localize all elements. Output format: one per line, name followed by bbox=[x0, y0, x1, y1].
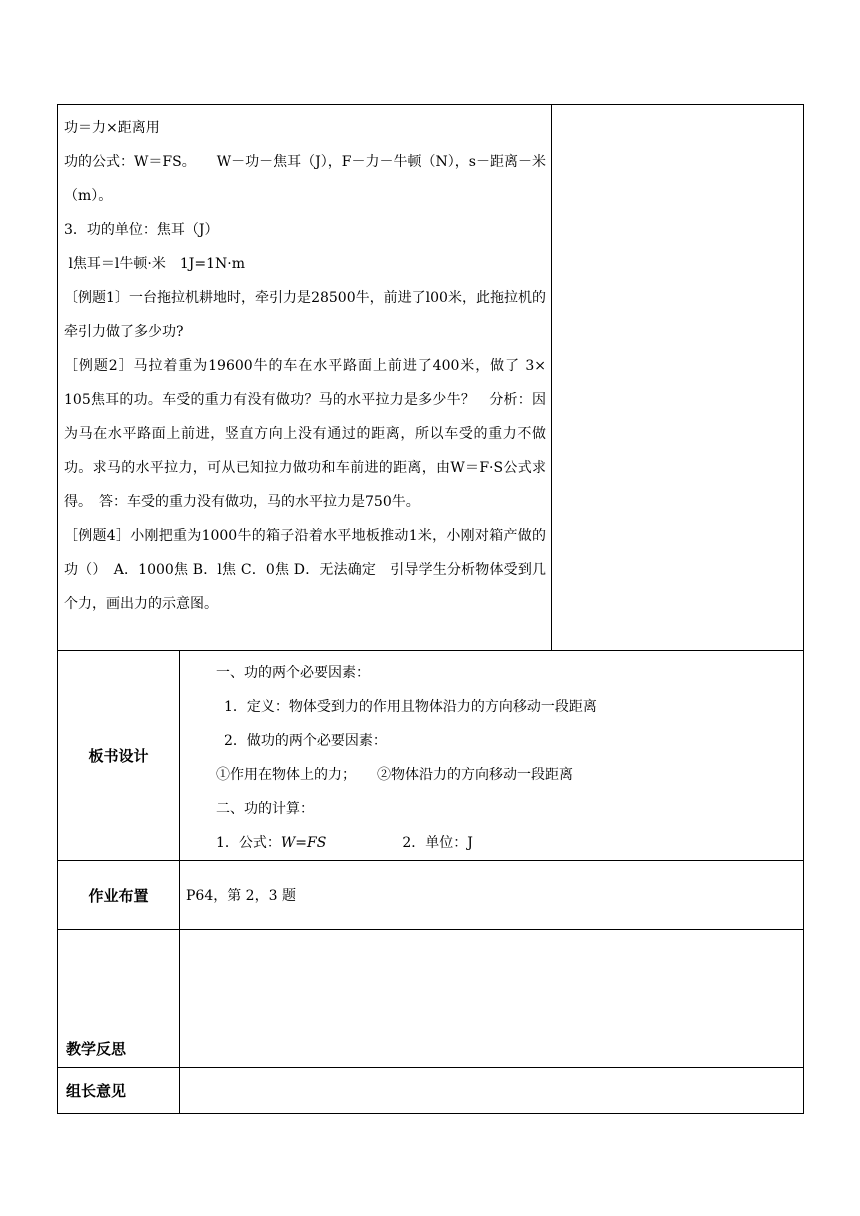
board-line: ①作用在物体上的力； ②物体沿力的方向移动一段距离 bbox=[216, 767, 573, 783]
board-line: 2．做功的两个必要因素： bbox=[224, 733, 387, 749]
lesson-line: 功的公式：W＝FS。 W－功－焦耳（J），F－力－牛顿（N），s－距离－米（m）。 bbox=[64, 154, 547, 204]
leader-opinion-row bbox=[58, 1068, 804, 1114]
reflection-content bbox=[180, 930, 804, 1068]
board-line: 1．定义：物体受到力的作用且物体沿力的方向移动一段距离 bbox=[224, 699, 597, 715]
lesson-line: 〔例题1〕一台拖拉机耕地时，牵引力是28500牛，前进了l00米，此拖拉机的牵引力做了多少功? bbox=[64, 290, 547, 340]
formula-prefix: 1．公式： bbox=[216, 835, 281, 851]
board-formula-line bbox=[216, 826, 803, 860]
lesson-line: ［例题2］马拉着重为19600牛的车在水平路面上前进了400米，做了 3× 105焦耳的功。车受的重力有没有做功？马的水平拉力是多少牛？ 分析：因为马在水平路面上前进，竖直方向上没有通过的距离，所以车受的重力不做功。求马的水平拉力，可从已知拉力做功和车前进的距离，由W＝F·S公式求得。 答：车受的重力没有做功，马的水平拉力是750牛。 bbox=[64, 358, 547, 510]
board-design-content bbox=[180, 651, 803, 860]
lesson-line: 功＝力×距离用 bbox=[64, 120, 160, 136]
lesson-notes-cell bbox=[552, 105, 804, 651]
lesson-content-row bbox=[58, 105, 804, 651]
leader-opinion-content bbox=[180, 1068, 804, 1114]
board-design-label: 板书设计 bbox=[58, 651, 180, 861]
homework-row bbox=[58, 861, 804, 930]
unit-text: 2．单位：J bbox=[402, 835, 473, 851]
homework-label: 作业布置 bbox=[58, 861, 180, 930]
formula-text: W=FS bbox=[280, 835, 327, 851]
lesson-line: 3．功的单位：焦耳（J） bbox=[64, 222, 219, 238]
reflection-row bbox=[58, 930, 804, 1068]
homework-content: P64，第 2，3 题 bbox=[180, 861, 804, 930]
lesson-content-cell bbox=[58, 105, 552, 651]
board-design-row bbox=[58, 651, 804, 861]
reflection-label: 教学反思 bbox=[58, 930, 180, 1068]
board-design-cell bbox=[180, 651, 804, 861]
board-line: 二、功的计算： bbox=[216, 801, 314, 817]
leader-opinion-label: 组长意见 bbox=[58, 1068, 180, 1114]
lesson-content-text bbox=[58, 105, 551, 621]
lesson-line: ［例题4］小刚把重为1000牛的箱子沿着水平地板推动1米，小刚对箱产做的功（） A．1000焦 B．l焦 C．0焦 D．无法确定 引导学生分析物体受到几个力，画出力的示意图。 bbox=[64, 528, 547, 612]
lesson-plan-table bbox=[57, 104, 804, 1114]
board-line: 一、功的两个必要因素： bbox=[216, 665, 370, 681]
lesson-line: l焦耳＝l牛顿·米 1J=1N·m bbox=[64, 256, 245, 272]
